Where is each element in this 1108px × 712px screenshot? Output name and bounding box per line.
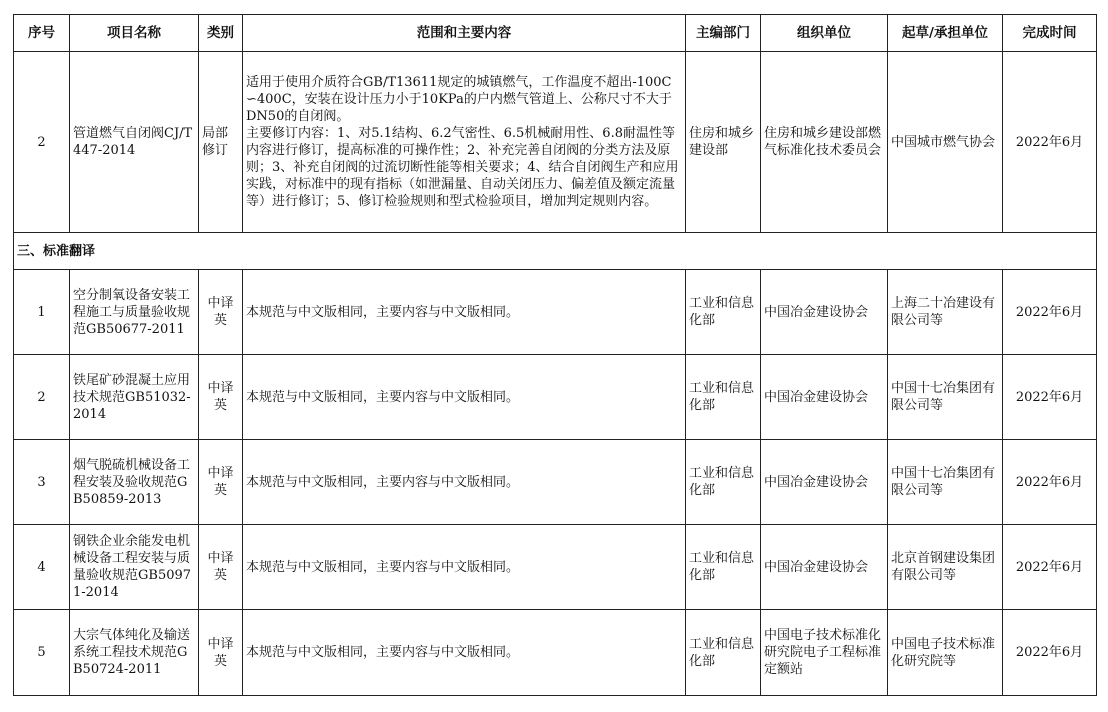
table-row [14, 52, 1097, 233]
standards-plan-table [13, 14, 1097, 696]
cell-seq: 5 [14, 610, 70, 696]
cell-type: 中译英 [199, 355, 243, 440]
cell-scope: 本规范与中文版相同，主要内容与中文版相同。 [243, 355, 686, 440]
cell-scope: 本规范与中文版相同，主要内容与中文版相同。 [243, 270, 686, 355]
cell-dept: 工业和信息化部 [686, 270, 761, 355]
cell-drafter: 中国电子技术标准化研究院等 [888, 610, 1003, 696]
cell-time: 2022年6月 [1003, 610, 1097, 696]
cell-org: 中国冶金建设协会 [761, 440, 888, 525]
cell-seq: 4 [14, 525, 70, 610]
cell-seq: 2 [14, 355, 70, 440]
cell-time: 2022年6月 [1003, 270, 1097, 355]
header-scope: 范围和主要内容 [243, 15, 686, 52]
cell-org: 中国电子技术标准化研究院电子工程标准定额站 [761, 610, 888, 696]
header-type: 类别 [199, 15, 243, 52]
cell-name: 管道燃气自闭阀CJ/T447-2014 [70, 52, 199, 233]
header-org: 组织单位 [761, 15, 888, 52]
cell-dept: 工业和信息化部 [686, 525, 761, 610]
cell-dept: 工业和信息化部 [686, 355, 761, 440]
cell-type: 中译英 [199, 270, 243, 355]
cell-scope: 本规范与中文版相同，主要内容与中文版相同。 [243, 610, 686, 696]
cell-dept: 工业和信息化部 [686, 610, 761, 696]
cell-drafter: 中国十七冶集团有限公司等 [888, 355, 1003, 440]
cell-time: 2022年6月 [1003, 355, 1097, 440]
cell-seq: 3 [14, 440, 70, 525]
section-row [14, 233, 1097, 270]
table-row [14, 355, 1097, 440]
header-seq: 序号 [14, 15, 70, 52]
cell-time: 2022年6月 [1003, 52, 1097, 233]
cell-name: 大宗气体纯化及输送系统工程技术规范GB50724-2011 [70, 610, 199, 696]
cell-dept: 工业和信息化部 [686, 440, 761, 525]
header-dept: 主编部门 [686, 15, 761, 52]
cell-drafter: 中国十七冶集团有限公司等 [888, 440, 1003, 525]
cell-scope: 本规范与中文版相同，主要内容与中文版相同。 [243, 525, 686, 610]
header-drafter: 起草/承担单位 [888, 15, 1003, 52]
header-time: 完成时间 [1003, 15, 1097, 52]
cell-time: 2022年6月 [1003, 440, 1097, 525]
cell-scope [243, 52, 686, 233]
table-row [14, 610, 1097, 696]
scope-paragraph-2: 主要修订内容：1、对5.1结构、6.2气密性、6.5机械耐用性、6.8耐温性等内容进行修订，提高标准的可操作性；2、补充完善自闭阀的分类方法及原则；3、补充自闭阀的过流切断性能等相关要求；4、结合自闭阀生产和应用实践，对标准中的现有指标（如泄漏量、自动关闭压力、偏差值及额定流量等）进行修订；5、修订检验规则和型式检验项目，增加判定规则内容。 [246, 126, 679, 209]
header-row [14, 15, 1097, 52]
cell-name: 空分制氧设备安装工程施工与质量验收规范GB50677-2011 [70, 270, 199, 355]
cell-org: 中国冶金建设协会 [761, 355, 888, 440]
cell-time: 2022年6月 [1003, 525, 1097, 610]
cell-seq: 2 [14, 52, 70, 233]
cell-seq: 1 [14, 270, 70, 355]
cell-dept: 住房和城乡建设部 [686, 52, 761, 233]
cell-type: 中译英 [199, 525, 243, 610]
table-row [14, 270, 1097, 355]
cell-type: 中译英 [199, 610, 243, 696]
cell-org: 住房和城乡建设部燃气标准化技术委员会 [761, 52, 888, 233]
scope-paragraph-1: 适用于使用介质符合GB/T13611规定的城镇燃气，工作温度不超出-100C∽400C，安装在设计压力小于10KPa的户内燃气管道上、公称尺寸不大于DN50的自闭阀。 [246, 75, 672, 124]
cell-drafter: 上海二十冶建设有限公司等 [888, 270, 1003, 355]
table-row [14, 440, 1097, 525]
cell-name: 钢铁企业余能发电机械设备工程安装与质量验收规范GB50971-2014 [70, 525, 199, 610]
cell-type: 局部修订 [199, 52, 243, 233]
cell-drafter: 中国城市燃气协会 [888, 52, 1003, 233]
cell-scope: 本规范与中文版相同，主要内容与中文版相同。 [243, 440, 686, 525]
cell-name: 烟气脱硫机械设备工程安装及验收规范GB50859-2013 [70, 440, 199, 525]
header-name: 项目名称 [70, 15, 199, 52]
cell-type: 中译英 [199, 440, 243, 525]
cell-name: 铁尾矿砂混凝土应用技术规范GB51032-2014 [70, 355, 199, 440]
cell-org: 中国冶金建设协会 [761, 270, 888, 355]
section-title: 三、标准翻译 [14, 233, 1097, 270]
table-row [14, 525, 1097, 610]
cell-org: 中国冶金建设协会 [761, 525, 888, 610]
cell-drafter: 北京首钢建设集团有限公司等 [888, 525, 1003, 610]
